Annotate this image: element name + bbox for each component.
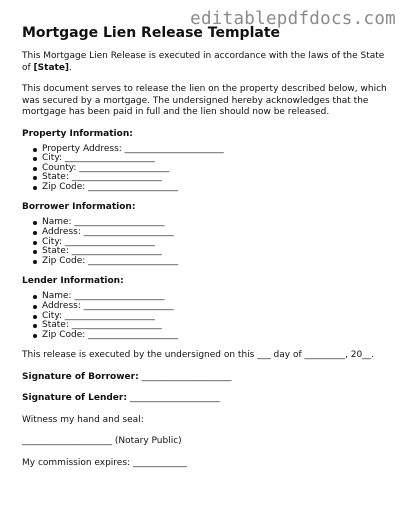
list-item: Name: ____________________ <box>42 292 394 302</box>
list-item: Zip Code: ____________________ <box>42 183 394 193</box>
borrower-signature-blank: ____________________ <box>138 371 232 382</box>
commission-line: My commission expires: ____________ <box>22 457 187 468</box>
borrower-signature-label: Signature of Borrower: <box>22 371 139 382</box>
notary-line: ____________________ (Notary Public) <box>22 436 182 447</box>
list-item: Address: ____________________ <box>42 228 394 238</box>
lender-signature-blank: ____________________ <box>126 393 220 404</box>
intro-paragraph <box>22 51 394 74</box>
list-item: City: ____________________ <box>42 238 394 248</box>
list-item: Name: ____________________ <box>42 218 394 228</box>
state-placeholder: [State] <box>33 62 70 73</box>
document-title: Mortgage Lien Release Template <box>22 25 281 41</box>
intro-end: . <box>69 62 72 73</box>
borrower-list <box>22 218 394 266</box>
list-item: State: ____________________ <box>42 247 394 257</box>
list-item: County: ____________________ <box>42 164 394 174</box>
lender-signature-label: Signature of Lender: <box>22 393 127 404</box>
borrower-signature-line <box>22 372 394 384</box>
witness-text: Witness my hand and seal: <box>22 414 144 425</box>
document-page <box>22 25 394 479</box>
list-item: City: ____________________ <box>42 312 394 322</box>
purpose-paragraph: This document serves to release the lien on the property described below, which was secured by a mortgage. The undersigned hereby acknowledges that the mortgage has been paid in full and the lien should now be released. <box>22 84 387 117</box>
property-list <box>22 145 394 193</box>
lender-list <box>22 292 394 340</box>
lender-signature-line <box>22 393 394 405</box>
intro-text: This Mortgage Lien Release is executed in accordance with the laws of the State of <box>22 51 385 73</box>
borrower-heading: Borrower Information: <box>22 202 136 213</box>
list-item: City: ____________________ <box>42 154 394 164</box>
list-item: Zip Code: ____________________ <box>42 331 394 341</box>
execution-statement: This release is executed by the undersigned on this ___ day of _________, 20__. <box>22 350 375 361</box>
list-item: Property Address: ______________________ <box>42 145 394 155</box>
list-item: State: ____________________ <box>42 321 394 331</box>
list-item: Address: ____________________ <box>42 302 394 312</box>
watermark: editablepdfdocs.com <box>190 9 396 29</box>
property-heading: Property Information: <box>22 128 133 139</box>
lender-heading: Lender Information: <box>22 276 124 287</box>
list-item: Zip Code: ____________________ <box>42 257 394 267</box>
list-item: State: ____________________ <box>42 173 394 183</box>
